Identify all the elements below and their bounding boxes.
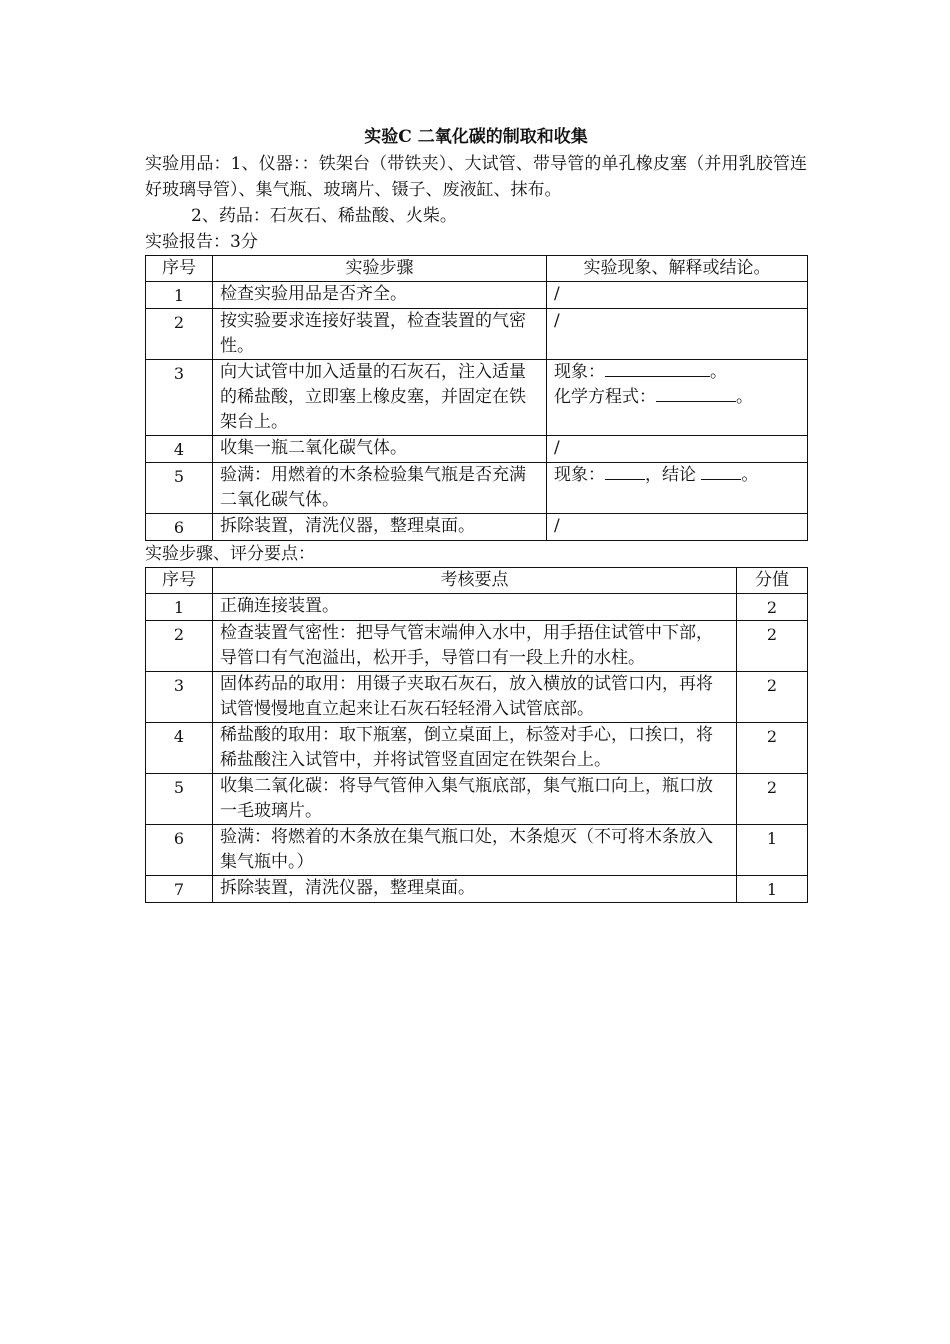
scoring-table [145, 567, 808, 903]
row-point: 正确连接装置。 [213, 594, 737, 621]
row-point: 拆除装置，清洗仪器，整理桌面。 [213, 876, 737, 903]
scoring-header-num: 序号 [146, 568, 213, 594]
row-result: / [547, 436, 808, 463]
row-step: 检查实验用品是否齐全。 [213, 282, 547, 309]
table-row [146, 282, 808, 309]
row-point: 稀盐酸的取用：取下瓶塞，倒立桌面上，标签对手心，口挨口，将稀盐酸注入试管中，并将试管竖直固定在铁架台上。 [213, 723, 737, 774]
row-result [547, 463, 808, 514]
table-row [146, 774, 808, 825]
row-score: 1 [737, 876, 808, 903]
row-result: / [547, 514, 808, 541]
phenomenon-line [554, 360, 800, 385]
row-step: 收集一瓶二氧化碳气体。 [213, 436, 547, 463]
row-score: 2 [737, 621, 808, 672]
row-score: 2 [737, 774, 808, 825]
report-header-step: 实验步骤 [213, 256, 547, 282]
table-row [146, 672, 808, 723]
table-row [146, 360, 808, 436]
scoring-table-header [146, 568, 808, 594]
row-step: 验满：用燃着的木条检验集气瓶是否充满二氧化碳气体。 [213, 463, 547, 514]
row-num: 1 [146, 282, 213, 309]
equation-label: 化学方程式： [554, 387, 656, 407]
table-row [146, 876, 808, 903]
row-num: 1 [146, 594, 213, 621]
row-num: 7 [146, 876, 213, 903]
phenomenon-blank[interactable] [605, 362, 710, 377]
row-score: 1 [737, 825, 808, 876]
row-score: 2 [737, 723, 808, 774]
document-page [145, 123, 807, 903]
report-header-num: 序号 [146, 256, 213, 282]
materials-instruments: 实验用品：1、仪器：：铁架台（带铁夹）、大试管、带导管的单孔橡皮塞（并用乳胶管连好玻璃导管）、集气瓶、玻璃片、镊子、废液缸、抹布。 [145, 154, 807, 200]
table-row [146, 723, 808, 774]
row-num: 3 [146, 360, 213, 436]
row-result [547, 360, 808, 436]
row-num: 4 [146, 723, 213, 774]
scoring-header-point: 考核要点 [213, 568, 737, 594]
report-label: 实验报告：3分 [145, 232, 258, 252]
row-step: 向大试管中加入适量的石灰石，注入适量的稀盐酸，立即塞上橡皮塞，并固定在铁架台上。 [213, 360, 547, 436]
table-row [146, 463, 808, 514]
row-num: 5 [146, 463, 213, 514]
phenomenon-end: 。 [710, 362, 727, 382]
row-result: / [547, 309, 808, 360]
phenomenon-label: 现象： [554, 465, 605, 485]
table-row [146, 621, 808, 672]
equation-end: 。 [736, 387, 753, 407]
table-row [146, 436, 808, 463]
row-result: / [547, 282, 808, 309]
row-point: 固体药品的取用：用镊子夹取石灰石，放入横放的试管口内，再将试管慢慢地直立起来让石灰石轻轻滑入试管底部。 [213, 672, 737, 723]
row-num: 5 [146, 774, 213, 825]
equation-blank[interactable] [656, 387, 736, 402]
equation-line [554, 385, 800, 410]
row-num: 2 [146, 309, 213, 360]
report-header-result: 实验现象、解释或结论。 [547, 256, 808, 282]
row-num: 4 [146, 436, 213, 463]
row-step: 拆除装置，清洗仪器，整理桌面。 [213, 514, 547, 541]
table-row [146, 825, 808, 876]
row-score: 2 [737, 672, 808, 723]
table-row [146, 514, 808, 541]
report-table [145, 255, 808, 541]
table-row [146, 594, 808, 621]
phenomenon-label: 现象： [554, 362, 605, 382]
row-num: 3 [146, 672, 213, 723]
scoring-header-score: 分值 [737, 568, 808, 594]
document-title: 实验C 二氧化碳的制取和收集 [364, 127, 588, 147]
phenomenon-blank[interactable] [605, 465, 645, 480]
conclusion-end: 。 [741, 465, 759, 485]
row-point: 检查装置气密性：把导气管末端伸入水中，用手捂住试管中下部，导管口有气泡溢出，松开手，导管口有一段上升的水柱。 [213, 621, 737, 672]
scoring-label: 实验步骤、评分要点： [145, 544, 315, 564]
conclusion-label: ，结论 [645, 465, 696, 485]
row-num: 2 [146, 621, 213, 672]
row-num: 6 [146, 825, 213, 876]
row-score: 2 [737, 594, 808, 621]
report-table-header [146, 256, 808, 282]
row-point: 验满：将燃着的木条放在集气瓶口处，木条熄灭（不可将木条放入集气瓶中。） [213, 825, 737, 876]
table-row [146, 309, 808, 360]
row-step: 按实验要求连接好装置，检查装置的气密性。 [213, 309, 547, 360]
conclusion-blank[interactable] [701, 465, 741, 480]
row-num: 6 [146, 514, 213, 541]
row-point: 收集二氧化碳：将导气管伸入集气瓶底部，集气瓶口向上，瓶口放一毛玻璃片。 [213, 774, 737, 825]
materials-reagents: 2、药品：石灰石、稀盐酸、火柴。 [191, 206, 457, 226]
